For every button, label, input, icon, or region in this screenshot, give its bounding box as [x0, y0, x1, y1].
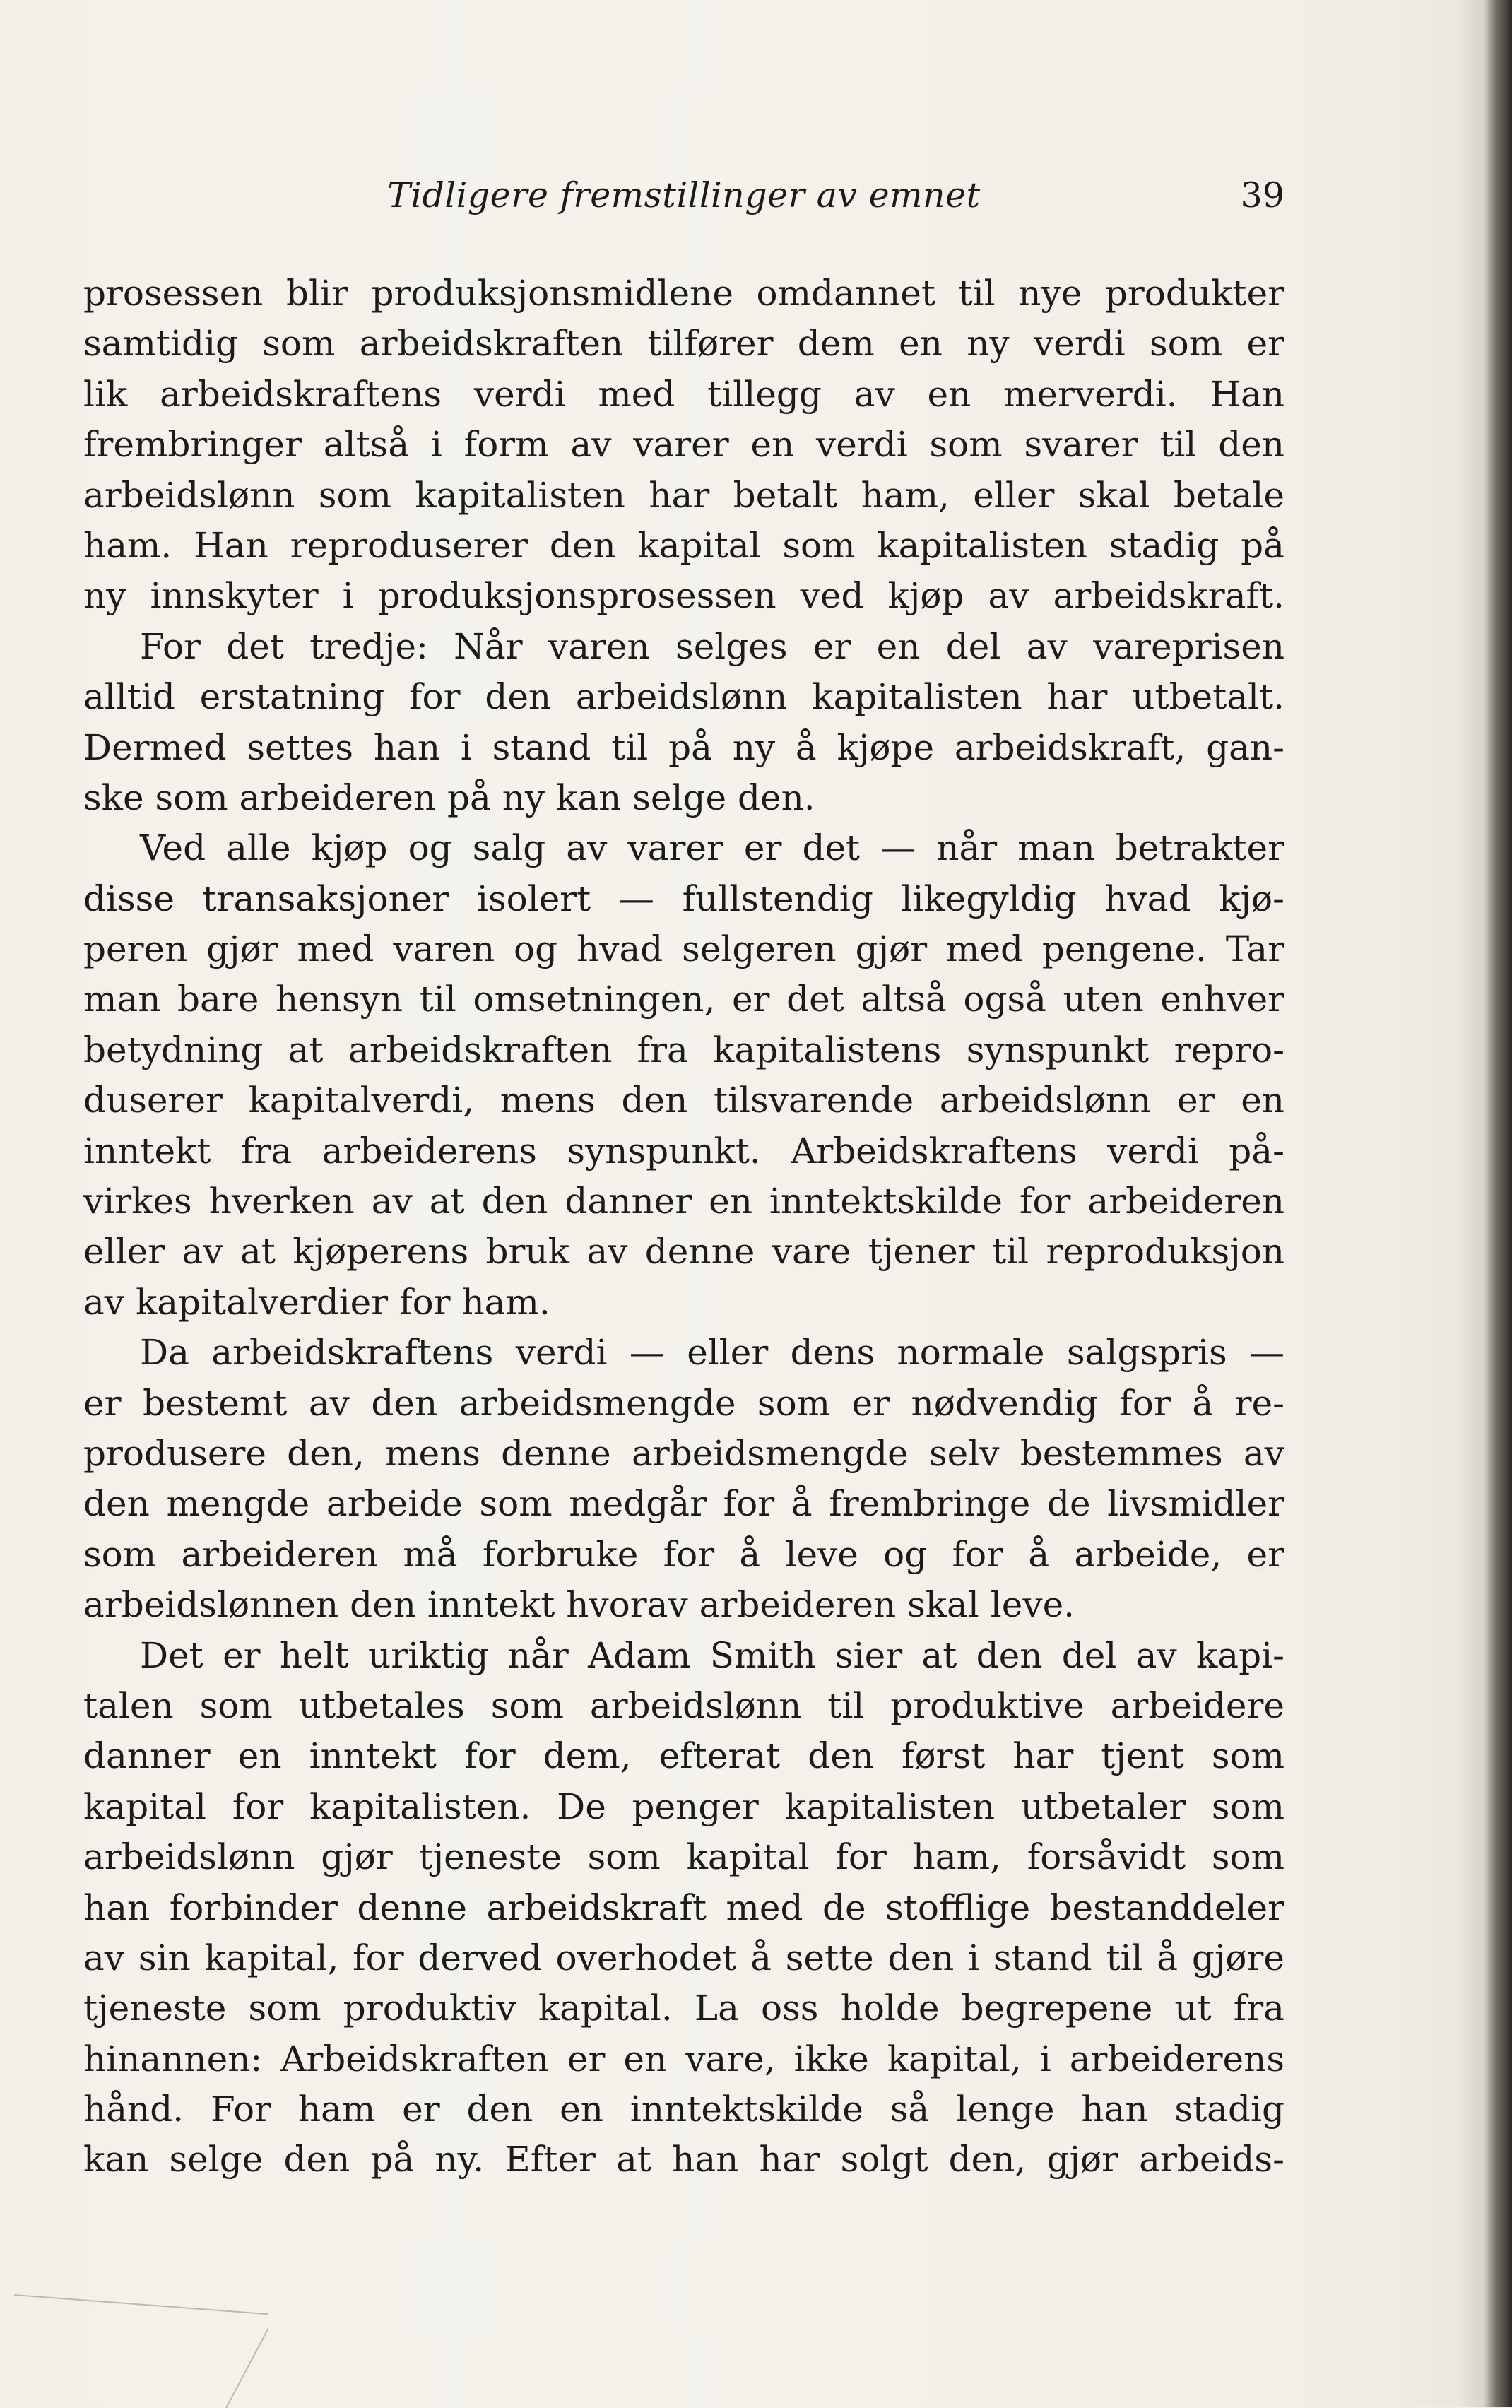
page-number: 39 [1240, 175, 1284, 216]
page-header [83, 175, 1284, 225]
text-line: arbeidslønnen den inntekt hvorav arbeideren skal leve. [83, 1584, 1075, 1626]
text-line: duserer kapitalverdi, mens den tilsvarende arbeidslønn er en [83, 1080, 1284, 1121]
text-line: Dermed settes han i stand til på ny å kjøpe arbeidskraft, gan- [83, 726, 1284, 768]
text-line: hinannen: Arbeidskraften er en vare, ikke kapital, i arbeiderens [83, 2038, 1284, 2079]
text-line: hånd. For ham er den en inntektskilde så lenge han stadig [83, 2089, 1284, 2130]
page-edge-shadow [1458, 0, 1484, 2407]
text-line: kan selge den på ny. Efter at han har solgt den, gjør arbeids- [83, 2139, 1284, 2180]
text-line: Det er helt uriktig når Adam Smith sier at den del av kapi- [140, 1634, 1284, 1676]
text-line: Da arbeidskraftens verdi — eller dens normale salgspris — [140, 1332, 1284, 1374]
text-line: betydning at arbeidskraften fra kapitalistens synspunkt repro- [83, 1029, 1284, 1070]
text-line: av kapitalverdier for ham. [83, 1281, 550, 1323]
running-title: Tidligere fremstillinger av emnet [387, 175, 981, 216]
text-line: danner en inntekt for dem, efterat den først har tjent som [83, 1735, 1284, 1777]
text-line: som arbeideren må forbruke for å leve og for å arbeide, er [83, 1533, 1284, 1575]
text-line: han forbinder denne arbeidskraft med de stofflige bestanddeler [83, 1887, 1284, 1928]
pencil-mark [14, 2281, 268, 2408]
text-line: Ved alle kjøp og salg av varer er det — når man betrakter [140, 827, 1284, 869]
text-line: frembringer altså i form av varer en verdi som svarer til den [83, 424, 1284, 466]
text-line: talen som utbetales som arbeidslønn til produktive arbeidere [83, 1684, 1284, 1726]
text-line: inntekt fra arbeiderens synspunkt. Arbeidskraftens verdi på- [83, 1130, 1284, 1171]
body-text [83, 268, 1284, 2185]
text-line: kapital for kapitalisten. De penger kapitalisten utbetaler som [83, 1786, 1284, 1827]
text-line: arbeidslønn gjør tjeneste som kapital for ham, forsåvidt som [83, 1836, 1284, 1878]
text-line: ske som arbeideren på ny kan selge den. [83, 777, 815, 818]
text-line: av sin kapital, for derved overhodet å sette den i stand til å gjøre [83, 1937, 1284, 1978]
text-line: produsere den, mens denne arbeidsmengde selv bestemmes av [83, 1432, 1284, 1474]
text-line: peren gjør med varen og hvad selgeren gjør med pengene. Tar [83, 928, 1284, 970]
text-line: samtidig som arbeidskraften tilfører dem en ny verdi som er [83, 323, 1284, 365]
text-line: ham. Han reproduserer den kapital som kapitalisten stadig på [83, 524, 1284, 566]
text-line: prosessen blir produksjonsmidlene omdannet til nye produkter [83, 273, 1284, 314]
text-line: den mengde arbeide som medgår for å frembringe de livsmidler [83, 1483, 1284, 1525]
book-spine-edge [1484, 0, 1512, 2407]
text-line: alltid erstatning for den arbeidslønn kapitalisten har utbetalt. [83, 676, 1284, 718]
text-line: For det tredje: Når varen selges er en del av vareprisen [140, 625, 1284, 667]
text-line: ny innskyter i produksjonsprosessen ved kjøp av arbeidskraft. [83, 575, 1284, 617]
text-line: virkes hverken av at den danner en inntektskilde for arbeideren [83, 1181, 1284, 1222]
text-line: man bare hensyn til omsetningen, er det altså også uten enhver [83, 979, 1284, 1020]
text-line: er bestemt av den arbeidsmengde som er nødvendig for å re- [83, 1382, 1284, 1424]
text-line: tjeneste som produktiv kapital. La oss holde begrepene ut fra [83, 1988, 1284, 2029]
text-line: eller av at kjøperens bruk av denne vare tjener til reproduksjon [83, 1231, 1284, 1273]
text-line: disse transaksjoner isolert — fullstendig likegyldig hvad kjø- [83, 878, 1284, 919]
text-line: arbeidslønn som kapitalisten har betalt ham, eller skal betale [83, 474, 1284, 516]
text-line: lik arbeidskraftens verdi med tillegg av en merverdi. Han [83, 373, 1284, 415]
